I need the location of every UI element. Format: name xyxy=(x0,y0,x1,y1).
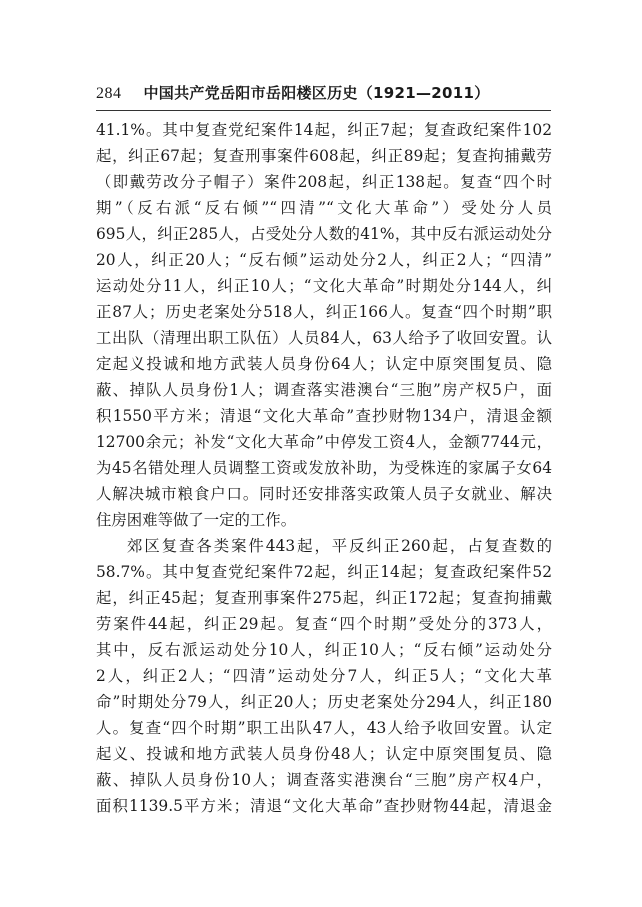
text-line: 住房困难等做了一定的工作。 xyxy=(96,511,297,529)
text-line: 积1550平方米；清退“文化大革命”查抄财物134户，清退金额 xyxy=(96,407,552,425)
text-line: 起义、投诚和地方武装人员身份48人；认定中原突围复员、隐 xyxy=(96,745,552,763)
text-line: 期”（反右派“反右倾”“四清”“文化大革命”）受处分人员 xyxy=(96,199,552,217)
running-title: 中国共产党岳阳市岳阳楼区历史（1921—2011） xyxy=(143,84,490,102)
text-line: 695人，纠正285人，占受处分人数的41%，其中反右派运动处分 xyxy=(96,225,552,243)
text-line: 12700余元；补发“文化大革命”中停发工资4人，金额7744元， xyxy=(96,433,552,451)
page-header xyxy=(96,82,566,106)
text-line: （即戴劳改分子帽子）案件208起，纠正138起。复查“四个时 xyxy=(96,173,552,191)
text-line: 蔽、掉队人员身份10人；调查落实港澳台“三胞”房产权4户， xyxy=(96,771,552,789)
body-text xyxy=(96,117,552,819)
text-line: 20人，纠正20人；“反右倾”运动处分2人，纠正2人；“四清” xyxy=(96,251,552,269)
text-line: 起，纠正45起；复查刑事案件275起，纠正172起；复查拘捕戴 xyxy=(96,589,552,607)
text-line: 其中，反右派运动处分10人，纠正10人；“反右倾”运动处分 xyxy=(96,641,552,659)
text-line: 2人，纠正2人；“四清”运动处分7人，纠正5人；“文化大革 xyxy=(96,667,552,685)
page-number: 284 xyxy=(96,85,122,102)
text-line: 41.1%。其中复查党纪案件14起，纠正7起；复查政纪案件102 xyxy=(96,121,552,139)
paragraph-2 xyxy=(96,533,552,819)
text-line: 郊区复查各类案件443起，平反纠正260起，占复查数的 xyxy=(127,537,552,555)
text-line: 命”时期处分79人，纠正20人；历史老案处分294人，纠正180 xyxy=(96,693,552,711)
text-line: 劳案件44起，纠正29起。复查“四个时期”受处分的373人， xyxy=(96,615,552,633)
header-rule xyxy=(96,110,551,111)
text-line: 正87人；历史老案处分518人，纠正166人。复查“四个时期”职 xyxy=(96,303,552,321)
text-line: 人。复查“四个时期”职工出队47人，43人给予收回安置。认定 xyxy=(96,719,552,737)
text-line: 58.7%。其中复查党纪案件72起，纠正14起；复查政纪案件52 xyxy=(96,563,552,581)
text-line: 运动处分11人，纠正10人；“文化大革命”时期处分144人，纠 xyxy=(96,277,552,295)
text-line: 定起义投诚和地方武装人员身份64人；认定中原突围复员、隐 xyxy=(96,355,552,373)
text-line: 人解决城市粮食户口。同时还安排落实政策人员子女就业、解决 xyxy=(96,485,552,503)
text-line: 为45名错处理人员调整工资或发放补助，为受株连的家属子女64 xyxy=(96,459,552,477)
text-line: 起，纠正67起；复查刑事案件608起，纠正89起；复查拘捕戴劳 xyxy=(96,147,552,165)
text-line: 工出队（清理出职工队伍）人员84人，63人给予了收回安置。认 xyxy=(96,329,552,347)
text-line: 面积1139.5平方米；清退“文化大革命”查抄财物44起，清退金 xyxy=(96,797,552,815)
text-line: 蔽、掉队人员身份1人；调查落实港澳台“三胞”房产权5户，面 xyxy=(96,381,552,399)
paragraph-1 xyxy=(96,117,552,533)
